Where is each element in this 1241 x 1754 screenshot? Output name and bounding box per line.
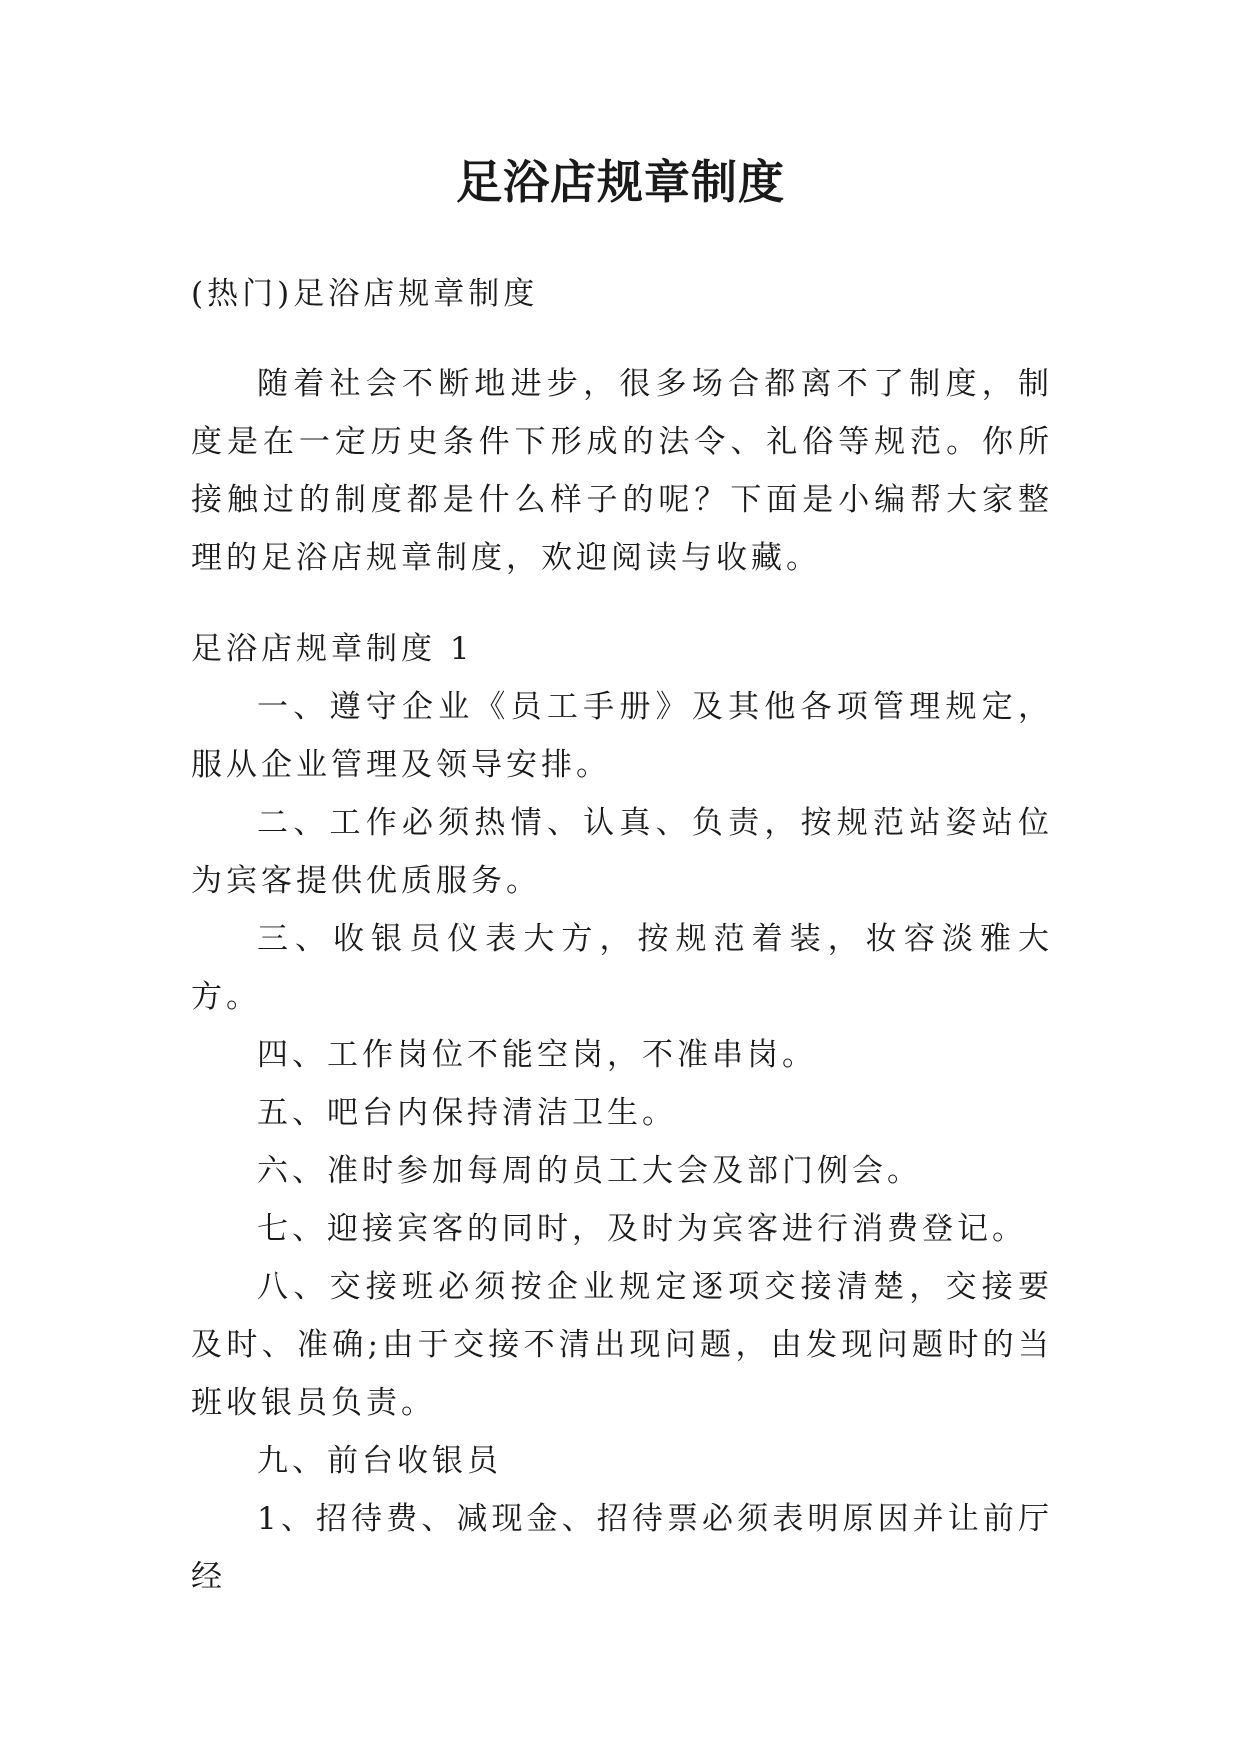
section-1 — [191, 620, 1053, 1606]
rule-item: 七、迎接宾客的同时，及时为宾客进行消费登记。 — [257, 1211, 1027, 1247]
section-1-heading: 足浴店规章制度 1 — [191, 631, 474, 667]
rule-item: 六、准时参加每周的员工大会及部门例会。 — [257, 1153, 922, 1189]
document-subtitle: (热门)足浴店规章制度 — [191, 276, 539, 312]
rule-item: 九、前台收银员 — [257, 1443, 502, 1479]
rule-item: 八、交接班必须按企业规定逐项交接清楚，交接要及时、准确;由于交接不清出现问题，由发现问题时的当班收银员负责。 — [191, 1269, 1053, 1421]
rule-item: 三、收银员仪表大方，按规范着装，妆容淡雅大方。 — [191, 921, 1053, 1015]
rule-item: 四、工作岗位不能空岗，不准串岗。 — [257, 1037, 817, 1073]
rule-item: 一、遵守企业《员工手册》及其他各项管理规定，服从企业管理及领导安排。 — [191, 689, 1053, 783]
document-subtitle-block — [191, 265, 1053, 323]
rule-item: 二、工作必须热情、认真、负责，按规范站姿站位为宾客提供优质服务。 — [191, 805, 1053, 899]
intro-block — [191, 355, 1053, 587]
rule-item: 五、吧台内保持清洁卫生。 — [257, 1095, 677, 1131]
rule-item: 1、招待费、减现金、招待票必须表明原因并让前厅经 — [191, 1501, 1053, 1595]
intro-paragraph: 随着社会不断地进步，很多场合都离不了制度，制度是在一定历史条件下形成的法令、礼俗等规范。你所接触过的制度都是什么样子的呢？下面是小编帮大家整理的足浴店规章制度，欢迎阅读与收藏。 — [191, 366, 1053, 576]
document-title: 足浴店规章制度 — [456, 155, 785, 209]
